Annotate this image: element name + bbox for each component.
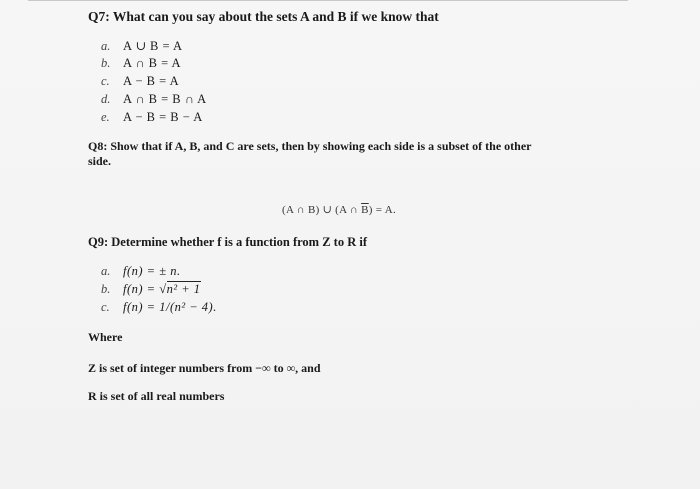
q8-title-line2: side. (88, 154, 112, 168)
q9-item-label: b. (101, 282, 111, 296)
q9-item-label: a. (101, 264, 111, 278)
z-definition: Z is set of integer numbers from −∞ to ∞, and (88, 361, 321, 375)
q9-item-b (101, 282, 201, 297)
q9-item-expr: f(n) = ± n. (123, 264, 181, 278)
q7-item-label: d. (101, 92, 111, 106)
q7-item-expr: A ∩ B = A (123, 56, 182, 70)
q7-item-c (101, 74, 179, 89)
q7-item-label: a. (101, 39, 111, 53)
q9-item-expr-prefix: f(n) = √ (123, 282, 167, 296)
q8-identity-complement: $\overline{B}$ (361, 204, 369, 216)
q8-identity-right: ) = A. (368, 204, 397, 216)
q7-item-expr: A ∩ B = B ∩ A (123, 92, 207, 106)
q7-item-e (101, 110, 203, 125)
q7-item-expr: A ∪ B = A (123, 39, 183, 53)
q7-item-expr: A − B = A (123, 74, 180, 88)
q9-item-label: c. (101, 300, 110, 314)
q9-item-a (101, 264, 181, 279)
q9-item-expr: f(n) = 1/(n² − 4). (123, 300, 217, 314)
q8-identity (282, 203, 396, 216)
q9-title: Q9: Determine whether f is a function from Z to R if (88, 235, 368, 249)
q7-item-label: b. (101, 56, 111, 70)
q7-item-b (101, 56, 181, 71)
top-divider (28, 0, 628, 1)
where-label: Where (88, 330, 123, 344)
q7-item-expr: A − B = B − A (123, 110, 203, 124)
q9-item-c (101, 300, 217, 315)
q7-item-label: e. (101, 110, 110, 124)
q8-identity-left: (A ∩ B) ∪ (A ∩ (282, 204, 362, 216)
q7-item-d (101, 92, 207, 107)
q7-item-label: c. (101, 74, 110, 88)
q9-item-radicand: n² + 1 (166, 282, 201, 296)
r-definition: R is set of all real numbers (88, 389, 225, 403)
q7-title: Q7: What can you say about the sets A and B if we know that (88, 9, 439, 24)
q7-item-a (101, 38, 183, 54)
q8-title-line1: Q8: Show that if A, B, and C are sets, then by showing each side is a subset of the other (88, 139, 532, 153)
